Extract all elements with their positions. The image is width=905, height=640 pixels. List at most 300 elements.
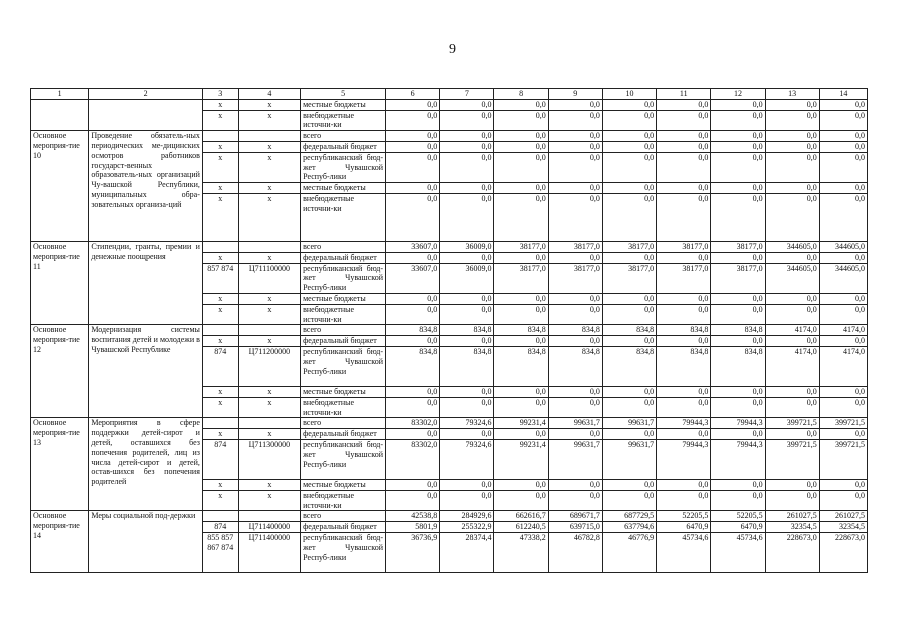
amount-cell: 0,0: [711, 131, 765, 142]
amount-cell: 0,0: [440, 490, 494, 511]
kbk-code-cell: [238, 325, 300, 336]
amount-cell: 0,0: [765, 131, 819, 142]
column-number-14: 14: [819, 89, 867, 100]
amount-cell: 45734,6: [657, 532, 711, 572]
amount-cell: 6470,9: [711, 522, 765, 533]
amount-cell: 0,0: [657, 429, 711, 440]
amount-cell: 0,0: [548, 304, 602, 325]
kbk-code-cell: Ц711100000: [238, 263, 300, 293]
amount-cell: 0,0: [602, 336, 656, 347]
amount-cell: 0,0: [548, 336, 602, 347]
amount-cell: 0,0: [494, 304, 548, 325]
column-number-10: 10: [602, 89, 656, 100]
event-label-cell: Основное мероприя-тие 14: [31, 511, 89, 573]
kbk-code-cell: x: [238, 293, 300, 304]
amount-cell: 4174,0: [819, 346, 867, 386]
column-number-2: 2: [89, 89, 203, 100]
kbk-ministry-cell: x: [202, 293, 238, 304]
kbk-code-cell: x: [238, 110, 300, 131]
amount-cell: 399721,5: [765, 439, 819, 479]
funding-source-cell: республиканский бюд-жет Чувашской Респуб-лики: [301, 346, 386, 386]
amount-cell: 0,0: [765, 429, 819, 440]
table-row: [31, 325, 868, 336]
amount-cell: 0,0: [657, 183, 711, 194]
amount-cell: 0,0: [819, 183, 867, 194]
amount-cell: 0,0: [819, 304, 867, 325]
kbk-ministry-cell: [202, 418, 238, 429]
column-number-11: 11: [657, 89, 711, 100]
amount-cell: 0,0: [602, 99, 656, 110]
funding-source-cell: республиканский бюд-жет Чувашской Респуб-лики: [301, 152, 386, 182]
funding-source-cell: местные бюджеты: [301, 386, 386, 397]
amount-cell: 38177,0: [602, 263, 656, 293]
amount-cell: 38177,0: [494, 241, 548, 252]
funding-source-cell: всего: [301, 325, 386, 336]
amount-cell: 834,8: [711, 325, 765, 336]
funding-source-cell: внебюджетные источни-ки: [301, 304, 386, 325]
funding-source-cell: местные бюджеты: [301, 183, 386, 194]
amount-cell: 0,0: [765, 252, 819, 263]
kbk-code-cell: x: [238, 479, 300, 490]
amount-cell: 0,0: [657, 336, 711, 347]
kbk-code-cell: x: [238, 397, 300, 418]
amount-cell: 0,0: [494, 429, 548, 440]
amount-cell: 0,0: [602, 110, 656, 131]
amount-cell: 0,0: [602, 397, 656, 418]
amount-cell: 0,0: [765, 336, 819, 347]
amount-cell: 52205,5: [657, 511, 711, 522]
kbk-code-cell: x: [238, 141, 300, 152]
amount-cell: 0,0: [386, 193, 440, 241]
table-row: [31, 511, 868, 522]
amount-cell: 0,0: [819, 131, 867, 142]
kbk-ministry-cell: x: [202, 99, 238, 110]
amount-cell: 0,0: [657, 131, 711, 142]
amount-cell: 228673,0: [819, 532, 867, 572]
kbk-ministry-cell: x: [202, 141, 238, 152]
amount-cell: 0,0: [657, 479, 711, 490]
event-label-cell: Основное мероприя-тие 10: [31, 131, 89, 242]
kbk-code-cell: Ц711200000: [238, 346, 300, 386]
page-number: 9: [449, 42, 456, 57]
funding-source-cell: местные бюджеты: [301, 99, 386, 110]
amount-cell: 33607,0: [386, 263, 440, 293]
column-number-3: 3: [202, 89, 238, 100]
amount-cell: 79944,3: [657, 418, 711, 429]
amount-cell: 99631,7: [548, 439, 602, 479]
amount-cell: 0,0: [711, 397, 765, 418]
amount-cell: 99231,4: [494, 418, 548, 429]
amount-cell: 0,0: [711, 429, 765, 440]
amount-cell: 0,0: [765, 386, 819, 397]
table-row: [31, 131, 868, 142]
amount-cell: 0,0: [711, 293, 765, 304]
kbk-ministry-cell: x: [202, 152, 238, 182]
amount-cell: 0,0: [711, 99, 765, 110]
funding-source-cell: внебюджетные источни-ки: [301, 110, 386, 131]
amount-cell: 0,0: [711, 152, 765, 182]
amount-cell: 0,0: [602, 131, 656, 142]
amount-cell: 38177,0: [548, 263, 602, 293]
event-description-cell: Стипендии, гранты, премии и денежные поощрения: [89, 241, 203, 324]
column-number-12: 12: [711, 89, 765, 100]
amount-cell: 0,0: [711, 183, 765, 194]
kbk-ministry-cell: x: [202, 252, 238, 263]
amount-cell: 0,0: [386, 304, 440, 325]
amount-cell: 834,8: [494, 325, 548, 336]
amount-cell: 6470,9: [657, 522, 711, 533]
amount-cell: 36009,0: [440, 241, 494, 252]
amount-cell: 0,0: [711, 336, 765, 347]
amount-cell: 0,0: [494, 141, 548, 152]
amount-cell: 834,8: [386, 346, 440, 386]
amount-cell: 689671,7: [548, 511, 602, 522]
kbk-ministry-cell: [202, 511, 238, 522]
amount-cell: 834,8: [548, 325, 602, 336]
amount-cell: 0,0: [657, 490, 711, 511]
table-row: [31, 418, 868, 429]
amount-cell: 79944,3: [657, 439, 711, 479]
funding-source-cell: всего: [301, 511, 386, 522]
amount-cell: 637794,6: [602, 522, 656, 533]
amount-cell: 4174,0: [819, 325, 867, 336]
amount-cell: 0,0: [819, 293, 867, 304]
amount-cell: 0,0: [494, 183, 548, 194]
amount-cell: 0,0: [440, 193, 494, 241]
kbk-ministry-cell: x: [202, 304, 238, 325]
amount-cell: 0,0: [440, 152, 494, 182]
budget-table: [30, 88, 868, 573]
amount-cell: 0,0: [548, 110, 602, 131]
amount-cell: 0,0: [602, 479, 656, 490]
event-description-cell: Модернизация системы воспитания детей и молодежи в Чувашской Республике: [89, 325, 203, 418]
amount-cell: 0,0: [494, 490, 548, 511]
amount-cell: 0,0: [657, 99, 711, 110]
amount-cell: 834,8: [602, 325, 656, 336]
amount-cell: 0,0: [386, 397, 440, 418]
amount-cell: 0,0: [494, 131, 548, 142]
funding-source-cell: федеральный бюджет: [301, 336, 386, 347]
kbk-code-cell: x: [238, 193, 300, 241]
amount-cell: 45734,6: [711, 532, 765, 572]
amount-cell: 284929,6: [440, 511, 494, 522]
event-description-cell: Мероприятия в сфере поддержки детей-сирот и детей, оставшихся без попечения родителей, лиц из числа детей-сирот и детей, остав-шихся без попечения родителей: [89, 418, 203, 511]
amount-cell: 36009,0: [440, 263, 494, 293]
amount-cell: 0,0: [440, 183, 494, 194]
amount-cell: 0,0: [548, 183, 602, 194]
amount-cell: 38177,0: [711, 241, 765, 252]
funding-source-cell: республиканский бюд-жет Чувашской Респуб-лики: [301, 532, 386, 572]
amount-cell: 399721,5: [819, 418, 867, 429]
amount-cell: 0,0: [711, 193, 765, 241]
column-number-6: 6: [386, 89, 440, 100]
event-label-cell: Основное мероприя-тие 11: [31, 241, 89, 324]
kbk-ministry-cell: 874: [202, 346, 238, 386]
event-description-cell: Проведение обязатель-ных периодических ме-дицинских осмотров работников государст-венных образователь-ных организаций Чу-вашской Республики, муниципальных обра-зовательных организа-ций: [89, 131, 203, 242]
amount-cell: 47338,2: [494, 532, 548, 572]
amount-cell: 5801,9: [386, 522, 440, 533]
funding-source-cell: внебюджетные источни-ки: [301, 193, 386, 241]
amount-cell: 834,8: [657, 346, 711, 386]
amount-cell: 0,0: [548, 479, 602, 490]
kbk-code-cell: x: [238, 252, 300, 263]
kbk-code-cell: x: [238, 304, 300, 325]
amount-cell: 0,0: [494, 479, 548, 490]
amount-cell: 0,0: [386, 141, 440, 152]
kbk-ministry-cell: x: [202, 193, 238, 241]
amount-cell: 0,0: [386, 479, 440, 490]
amount-cell: 261027,5: [819, 511, 867, 522]
amount-cell: 99231,4: [494, 439, 548, 479]
amount-cell: 0,0: [819, 141, 867, 152]
event-label-cell: [31, 99, 89, 130]
amount-cell: 344605,0: [765, 263, 819, 293]
amount-cell: 0,0: [440, 293, 494, 304]
amount-cell: 0,0: [819, 152, 867, 182]
amount-cell: 4174,0: [765, 325, 819, 336]
amount-cell: 0,0: [440, 252, 494, 263]
amount-cell: 0,0: [494, 336, 548, 347]
amount-cell: 0,0: [819, 397, 867, 418]
column-number-7: 7: [440, 89, 494, 100]
amount-cell: 0,0: [765, 183, 819, 194]
amount-cell: 38177,0: [548, 241, 602, 252]
amount-cell: 79324,6: [440, 439, 494, 479]
amount-cell: 52205,5: [711, 511, 765, 522]
amount-cell: 0,0: [711, 304, 765, 325]
amount-cell: 28374,4: [440, 532, 494, 572]
amount-cell: 0,0: [765, 293, 819, 304]
column-number-9: 9: [548, 89, 602, 100]
amount-cell: 0,0: [657, 293, 711, 304]
event-description-cell: Меры социальной под-держки: [89, 511, 203, 573]
amount-cell: 0,0: [440, 386, 494, 397]
funding-source-cell: федеральный бюджет: [301, 522, 386, 533]
funding-source-cell: внебюджетные источни-ки: [301, 490, 386, 511]
amount-cell: 0,0: [602, 141, 656, 152]
amount-cell: 0,0: [494, 110, 548, 131]
amount-cell: 0,0: [711, 141, 765, 152]
amount-cell: 834,8: [657, 325, 711, 336]
amount-cell: 0,0: [711, 386, 765, 397]
kbk-ministry-cell: x: [202, 386, 238, 397]
amount-cell: 0,0: [819, 479, 867, 490]
amount-cell: 0,0: [657, 386, 711, 397]
amount-cell: 36736,9: [386, 532, 440, 572]
amount-cell: 0,0: [765, 479, 819, 490]
amount-cell: 0,0: [819, 386, 867, 397]
amount-cell: 0,0: [386, 131, 440, 142]
amount-cell: 83302,0: [386, 439, 440, 479]
amount-cell: 0,0: [548, 252, 602, 263]
amount-cell: 0,0: [765, 397, 819, 418]
amount-cell: 46776,9: [602, 532, 656, 572]
amount-cell: 0,0: [819, 99, 867, 110]
amount-cell: 0,0: [819, 193, 867, 241]
amount-cell: 0,0: [657, 110, 711, 131]
kbk-ministry-cell: [202, 131, 238, 142]
amount-cell: 0,0: [765, 110, 819, 131]
funding-source-cell: всего: [301, 241, 386, 252]
kbk-ministry-cell: [202, 241, 238, 252]
amount-cell: 0,0: [711, 110, 765, 131]
amount-cell: 399721,5: [819, 439, 867, 479]
amount-cell: 0,0: [386, 386, 440, 397]
funding-source-cell: республиканский бюд-жет Чувашской Респуб-лики: [301, 263, 386, 293]
kbk-ministry-cell: 874: [202, 522, 238, 533]
kbk-ministry-cell: x: [202, 183, 238, 194]
kbk-ministry-cell: 874: [202, 439, 238, 479]
amount-cell: 4174,0: [765, 346, 819, 386]
amount-cell: 0,0: [602, 386, 656, 397]
amount-cell: 0,0: [548, 490, 602, 511]
kbk-code-cell: Ц711400000: [238, 522, 300, 533]
amount-cell: 0,0: [494, 99, 548, 110]
amount-cell: 0,0: [494, 386, 548, 397]
amount-cell: 0,0: [657, 252, 711, 263]
kbk-ministry-cell: x: [202, 110, 238, 131]
amount-cell: 0,0: [548, 152, 602, 182]
column-number-1: 1: [31, 89, 89, 100]
amount-cell: 38177,0: [657, 263, 711, 293]
amount-cell: 0,0: [440, 397, 494, 418]
amount-cell: 0,0: [602, 293, 656, 304]
amount-cell: 0,0: [440, 304, 494, 325]
amount-cell: 261027,5: [765, 511, 819, 522]
amount-cell: 0,0: [657, 397, 711, 418]
amount-cell: 0,0: [548, 99, 602, 110]
amount-cell: 0,0: [386, 183, 440, 194]
amount-cell: 0,0: [765, 152, 819, 182]
amount-cell: 639715,0: [548, 522, 602, 533]
amount-cell: 79944,3: [711, 439, 765, 479]
amount-cell: 0,0: [494, 397, 548, 418]
kbk-ministry-cell: x: [202, 479, 238, 490]
amount-cell: 0,0: [548, 397, 602, 418]
kbk-code-cell: x: [238, 490, 300, 511]
amount-cell: 0,0: [657, 304, 711, 325]
amount-cell: 0,0: [440, 429, 494, 440]
table-row: [31, 99, 868, 110]
column-number-row: [31, 89, 868, 100]
kbk-code-cell: x: [238, 336, 300, 347]
amount-cell: 0,0: [440, 99, 494, 110]
funding-source-cell: местные бюджеты: [301, 293, 386, 304]
kbk-ministry-cell: [202, 325, 238, 336]
amount-cell: 99631,7: [602, 439, 656, 479]
kbk-ministry-cell: x: [202, 429, 238, 440]
funding-source-cell: всего: [301, 418, 386, 429]
amount-cell: 0,0: [386, 429, 440, 440]
amount-cell: 46782,8: [548, 532, 602, 572]
amount-cell: 0,0: [386, 252, 440, 263]
event-label-cell: Основное мероприя-тие 13: [31, 418, 89, 511]
funding-source-cell: всего: [301, 131, 386, 142]
funding-source-cell: федеральный бюджет: [301, 429, 386, 440]
amount-cell: 0,0: [386, 110, 440, 131]
amount-cell: 399721,5: [765, 418, 819, 429]
amount-cell: 0,0: [819, 252, 867, 263]
amount-cell: 0,0: [440, 479, 494, 490]
amount-cell: 834,8: [548, 346, 602, 386]
amount-cell: 99631,7: [602, 418, 656, 429]
amount-cell: 83302,0: [386, 418, 440, 429]
kbk-ministry-cell: 855 857 867 874: [202, 532, 238, 572]
funding-source-cell: местные бюджеты: [301, 479, 386, 490]
event-description-cell: [89, 99, 203, 130]
amount-cell: 834,8: [440, 346, 494, 386]
amount-cell: 0,0: [440, 141, 494, 152]
amount-cell: 0,0: [819, 490, 867, 511]
amount-cell: 0,0: [386, 99, 440, 110]
amount-cell: 0,0: [602, 193, 656, 241]
amount-cell: 0,0: [711, 490, 765, 511]
amount-cell: 0,0: [440, 131, 494, 142]
amount-cell: 834,8: [711, 346, 765, 386]
kbk-code-cell: x: [238, 152, 300, 182]
kbk-code-cell: x: [238, 429, 300, 440]
amount-cell: 0,0: [494, 293, 548, 304]
kbk-ministry-cell: 857 874: [202, 263, 238, 293]
amount-cell: 0,0: [602, 152, 656, 182]
amount-cell: 0,0: [386, 336, 440, 347]
amount-cell: 0,0: [765, 193, 819, 241]
amount-cell: 38177,0: [494, 263, 548, 293]
kbk-ministry-cell: x: [202, 490, 238, 511]
amount-cell: 0,0: [819, 110, 867, 131]
amount-cell: 0,0: [602, 304, 656, 325]
funding-source-cell: республиканский бюд-жет Чувашской Респуб-лики: [301, 439, 386, 479]
amount-cell: 0,0: [548, 141, 602, 152]
amount-cell: 42538,8: [386, 511, 440, 522]
amount-cell: 0,0: [765, 490, 819, 511]
amount-cell: 0,0: [386, 490, 440, 511]
amount-cell: 0,0: [657, 152, 711, 182]
amount-cell: 0,0: [657, 141, 711, 152]
funding-source-cell: внебюджетные источни-ки: [301, 397, 386, 418]
amount-cell: 0,0: [602, 183, 656, 194]
column-number-4: 4: [238, 89, 300, 100]
amount-cell: 0,0: [711, 479, 765, 490]
amount-cell: 99631,7: [548, 418, 602, 429]
amount-cell: 79324,6: [440, 418, 494, 429]
amount-cell: 344605,0: [819, 241, 867, 252]
kbk-ministry-cell: x: [202, 336, 238, 347]
amount-cell: 38177,0: [657, 241, 711, 252]
amount-cell: 687729,5: [602, 511, 656, 522]
amount-cell: 0,0: [548, 193, 602, 241]
amount-cell: 834,8: [602, 346, 656, 386]
amount-cell: 344605,0: [765, 241, 819, 252]
kbk-code-cell: x: [238, 386, 300, 397]
table-row: [31, 241, 868, 252]
amount-cell: 33607,0: [386, 241, 440, 252]
amount-cell: 38177,0: [602, 241, 656, 252]
amount-cell: 0,0: [819, 336, 867, 347]
kbk-code-cell: [238, 131, 300, 142]
kbk-code-cell: x: [238, 99, 300, 110]
amount-cell: 834,8: [494, 346, 548, 386]
kbk-code-cell: [238, 511, 300, 522]
funding-source-cell: федеральный бюджет: [301, 141, 386, 152]
amount-cell: 0,0: [386, 152, 440, 182]
amount-cell: 0,0: [548, 131, 602, 142]
amount-cell: 344605,0: [819, 263, 867, 293]
amount-cell: 0,0: [494, 152, 548, 182]
column-number-13: 13: [765, 89, 819, 100]
amount-cell: 0,0: [765, 99, 819, 110]
amount-cell: 0,0: [657, 193, 711, 241]
